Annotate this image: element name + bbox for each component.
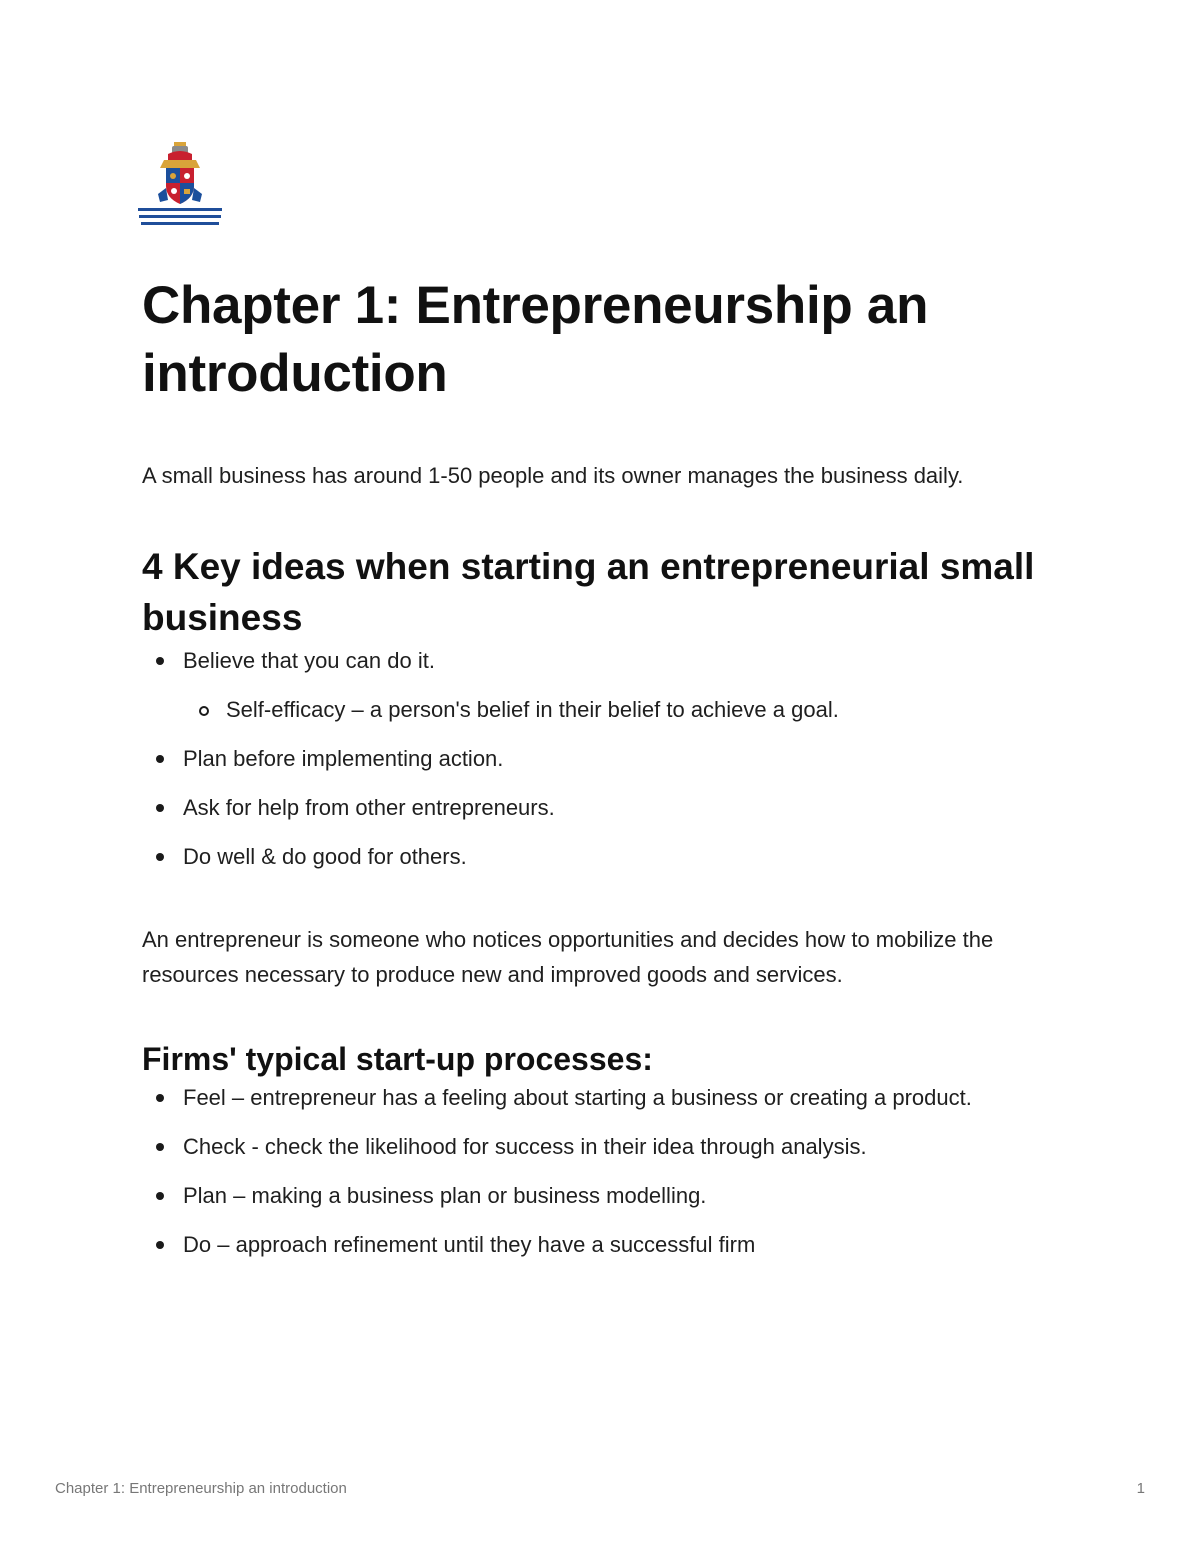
list-item bbox=[142, 741, 1042, 776]
list-item bbox=[142, 643, 1042, 727]
footer-title: Chapter 1: Entrepreneurship an introduction bbox=[55, 1480, 347, 1497]
list-item-text: Believe that you can do it. bbox=[183, 648, 435, 673]
key-ideas-list bbox=[142, 643, 1042, 874]
list-item bbox=[142, 839, 1042, 874]
sub-list-item bbox=[183, 692, 1042, 727]
list-item-text: Do – approach refinement until they have a successful firm bbox=[183, 1232, 756, 1257]
startup-processes-list bbox=[142, 1080, 1042, 1262]
page-content bbox=[142, 138, 1042, 1262]
startup-processes-heading: Firms' typical start-up processes: bbox=[142, 1041, 653, 1077]
list-item-text: Plan before implementing action. bbox=[183, 746, 504, 771]
list-item bbox=[142, 1129, 1042, 1164]
list-item-text: Feel – entrepreneur has a feeling about starting a business or creating a product. bbox=[183, 1085, 972, 1110]
list-item bbox=[142, 790, 1042, 825]
intro-paragraph: A small business has around 1-50 people and its owner manages the business daily. bbox=[142, 463, 964, 488]
bullet-icon bbox=[156, 1143, 164, 1151]
list-item bbox=[142, 1227, 1042, 1262]
key-ideas-heading: 4 Key ideas when starting an entrepreneurial small business bbox=[142, 546, 1035, 638]
bullet-icon bbox=[156, 804, 164, 812]
sub-list bbox=[183, 692, 1042, 727]
bullet-icon bbox=[156, 1192, 164, 1200]
list-item-text: Do well & do good for others. bbox=[183, 844, 467, 869]
page-number: 1 bbox=[1136, 1480, 1145, 1497]
list-item bbox=[142, 1178, 1042, 1213]
bullet-icon bbox=[156, 1094, 164, 1102]
hollow-bullet-icon bbox=[199, 706, 209, 716]
bullet-icon bbox=[156, 853, 164, 861]
bullet-icon bbox=[156, 755, 164, 763]
list-item-text: Check - check the likelihood for success in their idea through analysis. bbox=[183, 1134, 867, 1159]
page-title: Chapter 1: Entrepreneurship an introduction bbox=[142, 276, 929, 403]
list-item bbox=[142, 1080, 1042, 1115]
list-item-text: Ask for help from other entrepreneurs. bbox=[183, 795, 555, 820]
list-item-text: Plan – making a business plan or business modelling. bbox=[183, 1183, 707, 1208]
entrepreneur-definition: An entrepreneur is someone who notices opportunities and decides how to mobilize the resources necessary to produce new and improved goods and services. bbox=[142, 927, 994, 987]
university-crest-icon bbox=[138, 138, 228, 230]
bullet-icon bbox=[156, 1241, 164, 1249]
sub-list-item-text: Self-efficacy – a person's belief in their belief to achieve a goal. bbox=[226, 697, 839, 722]
bullet-icon bbox=[156, 657, 164, 665]
